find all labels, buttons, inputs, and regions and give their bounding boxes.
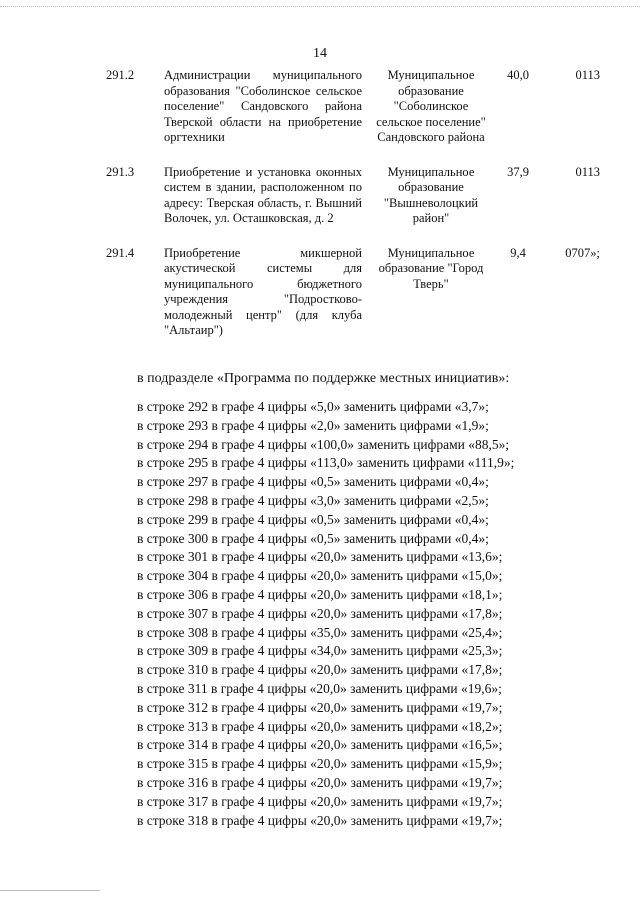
row-number: 291.2 (106, 68, 135, 82)
list-item: в строке 308 в графе 4 цифры «35,0» заменить цифрами «25,4»; (137, 624, 503, 640)
list-item: в строке 311 в графе 4 цифры «20,0» заменить цифрами «19,6»; (137, 680, 502, 696)
list-item: в строке 309 в графе 4 цифры «34,0» заменить цифрами «25,3»; (137, 643, 503, 659)
row-amount: 40,0 (507, 68, 529, 82)
list-item: в строке 317 в графе 4 цифры «20,0» заменить цифрами «19,7»; (137, 793, 503, 809)
list-item: в строке 310 в графе 4 цифры «20,0» заменить цифрами «17,8»; (137, 662, 503, 678)
row-organization: Муниципальное образование "Соболинское сельское поселение" Сандовского района (376, 68, 486, 144)
row-description: Администрации муниципального образования "Соболинское сельское поселение" Сандовского района Тверской области на приобретение оргтехники (164, 68, 362, 144)
list-item: в строке 301 в графе 4 цифры «20,0» заменить цифрами «13,6»; (137, 549, 503, 565)
row-description: Приобретение и установка оконных систем в здании, расположенном по адресу: Тверская область, г. Вышний Волочек, ул. Осташковская, д. 2 (164, 164, 362, 225)
list-item: в строке 300 в графе 4 цифры «0,5» заменить цифрами «0,4»; (137, 530, 489, 546)
page-number: 14 (313, 46, 327, 61)
list-item: в строке 316 в графе 4 цифры «20,0» заменить цифрами «19,7»; (137, 774, 503, 790)
list-item: в строке 293 в графе 4 цифры «2,0» заменить цифрами «1,9»; (137, 417, 489, 433)
list-item: в строке 314 в графе 4 цифры «20,0» заменить цифрами «16,5»; (137, 737, 503, 753)
row-code: 0707»; (565, 245, 600, 260)
list-item: в строке 304 в графе 4 цифры «20,0» заменить цифрами «15,0»; (137, 568, 503, 584)
list-item: в строке 312 в графе 4 цифры «20,0» заменить цифрами «19,7»; (137, 699, 503, 715)
list-item: в строке 306 в графе 4 цифры «20,0» заменить цифрами «18,1»; (137, 586, 503, 602)
row-organization: Муниципальное образование "Город Тверь" (378, 245, 484, 291)
amendment-list (137, 398, 514, 830)
list-item: в строке 318 в графе 4 цифры «20,0» заменить цифрами «19,7»; (137, 812, 503, 828)
list-item: в строке 299 в графе 4 цифры «0,5» заменить цифрами «0,4»; (137, 511, 489, 527)
row-description: Приобретение микшерной акустической системы для муниципального бюджетного учреждения "Подростково-молодежный центр" (для клуба "Альтаир") (164, 245, 362, 337)
row-amount: 37,9 (507, 164, 529, 179)
list-item: в строке 295 в графе 4 цифры «113,0» заменить цифрами «111,9»; (137, 455, 515, 471)
row-number: 291.3 (106, 164, 135, 179)
table-row (106, 68, 600, 165)
list-item: в строке 292 в графе 4 цифры «5,0» заменить цифрами «3,7»; (137, 399, 489, 414)
row-number: 291.4 (106, 245, 135, 260)
list-item: в строке 294 в графе 4 цифры «100,0» заменить цифрами «88,5»; (137, 436, 510, 452)
scan-top-edge (0, 6, 640, 7)
row-code: 0113 (575, 68, 600, 82)
list-item: в строке 297 в графе 4 цифры «0,5» заменить цифрами «0,4»; (137, 474, 489, 490)
list-item: в строке 315 в графе 4 цифры «20,0» заменить цифрами «15,9»; (137, 756, 503, 772)
allocation-table (106, 68, 600, 358)
section-heading: в подразделе «Программа по поддержке местных инициатив»: (137, 371, 510, 386)
list-item: в строке 307 в графе 4 цифры «20,0» заменить цифрами «17,8»; (137, 605, 503, 621)
table-row (106, 246, 600, 358)
table-row (106, 165, 600, 246)
row-code: 0113 (575, 164, 600, 179)
scan-bottom-edge (0, 890, 100, 891)
row-amount: 9,4 (510, 245, 526, 260)
list-item: в строке 313 в графе 4 цифры «20,0» заменить цифрами «18,2»; (137, 718, 503, 734)
row-organization: Муниципальное образование "Вышневолоцкий район" (383, 164, 479, 225)
list-item: в строке 298 в графе 4 цифры «3,0» заменить цифрами «2,5»; (137, 492, 489, 508)
